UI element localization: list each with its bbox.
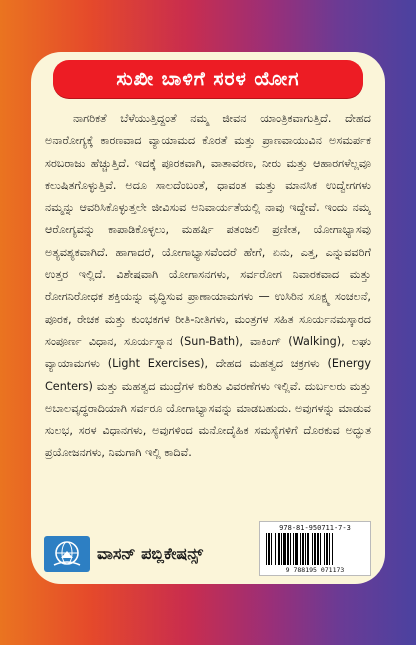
- isbn-barcode: [259, 521, 371, 576]
- barcode-bar: [283, 533, 286, 565]
- barcode-bar: [268, 533, 270, 565]
- isbn-bottom-text: 9 788195 071173: [285, 566, 345, 574]
- blurb-text: ನಾಗರಿಕತೆ ಬೆಳೆಯುತ್ತಿದ್ದಂತೆ ನಮ್ಮ ಜೀವನ ಯಾಂತ್ರಿಕವಾಗುತ್ತಿದೆ. ದೇಹದ ಅನಾರೋಗ್ಯಕ್ಕೆ ಕಾರಣವಾದ ವ್ಯಾಯಾಮದ ಕೊರತೆ ಮತ್ತು ಪ್ರಾಣವಾಯುವಿನ ಅಸಮರ್ಪಕ ಸರಬರಾಜು ಹೆಚ್ಚುತ್ತಿದೆ. ಇದಕ್ಕೆ ಪೂರಕವಾಗಿ, ವಾತಾವರಣ, ನೀರು ಮತ್ತು ಆಹಾರಗಳೆಲ್ಲವೂ ಕಲುಷಿತಗೊಳ್ಳುತ್ತಿವೆ. ಅದೂ ಸಾಲದೆಂಬಂತೆ, ಧಾವಂತ ಮತ್ತು ಮಾನಸಿಕ ಉದ್ವೇಗಗಳು ನಮ್ಮನ್ನು ಆವರಿಸಿಕೊಳ್ಳುತ್ತಲೇ ಜೀವಿಸುವ ಅನಿವಾರ್ಯತೆಯಲ್ಲಿ ನಾವು ಇದ್ದೇವೆ. ಇಂದು ನಮ್ಮ ಆರೋಗ್ಯವನ್ನು ಕಾಪಾಡಿಕೊಳ್ಳಲು, ಮಹರ್ಷಿ ಪತಂಜಲಿ ಪ್ರಣೀತ, ಯೋಗಾಭ್ಯಾಸವು ಅತ್ಯವಶ್ಯಕವಾಗಿದೆ. ಹಾಗಾದರೆ, ಯೋಗಾಭ್ಯಾಸವೆಂದರೆ ಹೇಗೆ, ಏನು, ಎತ್ತ, ಎನ್ನುವವರಿಗೆ ಉತ್ತರ ಇಲ್ಲಿದೆ. ವಿಶೇಷವಾಗಿ ಯೋಗಾಸನಗಳು, ಸರ್ವರೋಗ ನಿವಾರಕವಾದ ಮತ್ತು ರೋಗನಿರೋಧಕ ಶಕ್ತಿಯನ್ನು ವೃದ್ಧಿಸುವ ಪ್ರಾಣಾಯಾಮಗಳು — ಉಸಿರಿನ ಸೂಕ್ಷ್ಮ ಸಂಚಲನೆ, ಪೂರಕ, ರೇಚಕ ಮತ್ತು ಕುಂಭಕಗಳ ರೀತಿ-ನೀತಿಗಳು, ಮಂತ್ರಗಳ ಸಹಿತ ಸೂರ್ಯನಮಸ್ಕಾರದ ಸಂಪೂರ್ಣ ವಿಧಾನ, ಸೂರ್ಯಸ್ನಾನ (Sun-Bath), ವಾಕಿಂಗ್ (Walking), ಲಘು ವ್ಯಾಯಾಮಗಳು (Light Exercises), ದೇಹದ ಮಹತ್ವದ ಚಕ್ರಗಳು (Energy Centers) ಮತ್ತು ಮಹತ್ವದ ಮುದ್ರೆಗಳ ಕುರಿತು ವಿವರಣೆಗಳು ಇಲ್ಲಿವೆ. ದುರ್ಬಲರು ಮತ್ತು ಅಬಾಲವೃದ್ಧರಾದಿಯಾಗಿ ಸರ್ವರೂ ಯೋಗಾಭ್ಯಾಸವನ್ನು ಮಾಡಬಹುದು. ಅವುಗಳನ್ನು ಮಾಡುವ ಸುಲಭ, ಸರಳ ವಿಧಾನಗಳು, ಅವುಗಳಿಂದ ಮನೋದೈಹಿಕ ಸಮಸ್ಯೆಗಳಿಗೆ ದೊರಕುವ ಅದ್ಭುತ ಪ್ರಯೋಜನಗಳು, ನಿಮಗಾಗಿ ಇಲ್ಲಿ ಕಾದಿವೆ.: [45, 112, 371, 460]
- barcode-bar: [278, 533, 280, 565]
- barcode-bar: [317, 533, 319, 565]
- barcode-bar: [332, 533, 333, 565]
- barcode-bar: [266, 533, 267, 565]
- globe-book-logo-icon: [44, 536, 90, 572]
- barcode-bar: [324, 533, 325, 565]
- barcode-bar: [302, 533, 304, 565]
- barcode-bar: [300, 533, 301, 565]
- barcode-bar: [287, 533, 289, 565]
- barcode-bar: [314, 533, 316, 565]
- barcode-bar: [275, 533, 276, 565]
- barcode-bar: [307, 533, 309, 565]
- barcode-bar: [271, 533, 272, 565]
- publisher-name: ವಾಸನ್ ಪಬ್ಲಿಕೇಷನ್ಸ್: [97, 544, 203, 563]
- barcode-bar: [290, 533, 291, 565]
- barcode-bar: [293, 533, 294, 565]
- back-cover-panel: [31, 52, 385, 584]
- barcode-bars: [266, 533, 364, 565]
- barcode-bar: [326, 533, 328, 565]
- barcode-bar: [329, 533, 330, 565]
- barcode-bar: [305, 533, 306, 565]
- book-title: ಸುಖೀ ಬಾಳಿಗೆ ಸರಳ ಯೋಗ: [53, 60, 363, 98]
- barcode-bar: [320, 533, 321, 565]
- barcode-bar: [312, 533, 313, 565]
- isbn-top-text: 978-81-950711-7-3: [279, 524, 351, 532]
- barcode-bar: [281, 533, 282, 565]
- barcode-bar: [295, 533, 298, 565]
